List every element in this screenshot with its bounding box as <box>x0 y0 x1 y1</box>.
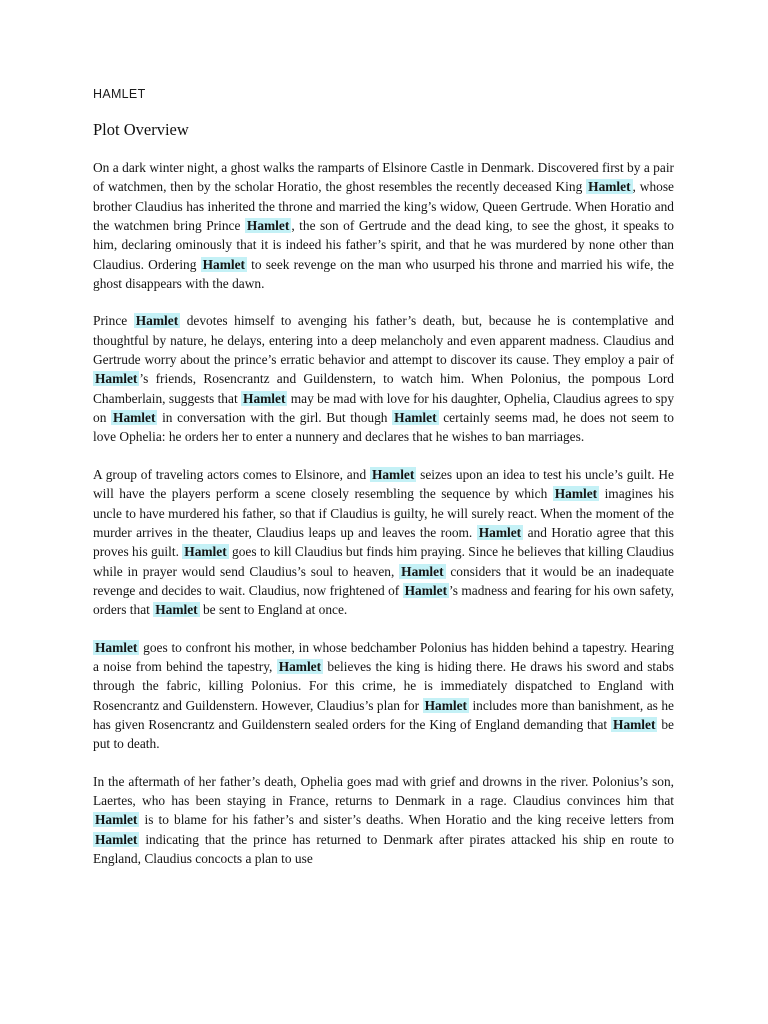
search-highlight: Hamlet <box>113 410 156 426</box>
search-highlight: Hamlet <box>588 179 631 195</box>
document-label: HAMLET <box>93 87 146 101</box>
search-highlight: Hamlet <box>371 466 415 482</box>
search-highlight: Hamlet <box>246 218 290 234</box>
search-highlight: Hamlet <box>404 582 448 598</box>
search-highlight: Hamlet <box>478 524 522 540</box>
search-highlight: Hamlet <box>135 313 179 329</box>
paragraph-4: Hamlet goes to confront his mother, in whose bedchamber Polonius has hidden behind a tapestry. Hearing a noise from behind the tapestry, Hamlet believes the king is hiding there. He draws his sword and stabs through the fabric, killing Polonius. For this crime, he is immediately dispatched to England with Rosencrantz and Guildenstern. However, Claudius’s plan for Hamlet includes more than banishment, as he has given Rosencrantz and Guildenstern sealed orders for the King of England demanding that Hamlet be put to death. <box>93 639 674 752</box>
search-highlight: Hamlet <box>202 256 245 272</box>
search-highlight: Hamlet <box>95 371 138 387</box>
paragraph-3: A group of traveling actors comes to Elsinore, and Hamlet seizes upon an idea to test his uncle’s guilt. He will have the players perform a scene closely resembling the sequence by which Hamlet imagines his uncle to have murdered his father, so that if Claudius is guilty, he will surely react. When the moment of the murder arrives in the theater, Claudius leaps up and leaves the room. Hamlet and Horatio agree that this proves his guilt. Hamlet goes to kill Claudius but finds him praying. Since he believes that killing Claudius while in prayer would send Claudius’s soul to heaven, Hamlet considers that it would be an inadequate revenge and decides to wait. Claudius, now frightened of Hamlet ’s madness and fearing for his own safety, orders that Hamlet be sent to England at once. <box>93 466 675 618</box>
search-highlight: Hamlet <box>243 390 286 406</box>
paragraph-5: In the aftermath of her father’s death, Ophelia goes mad with grief and drowns in the river. Polonius’s son, Laertes, who has been staying in France, returns to Denmark in a rage. Claudius convinces him that Hamlet is to blame for his father’s and sister’s deaths. When Horatio and the king receive letters from Hamlet indicating that the prince has returned to Denmark after pirates attacked his ship en route to England, Claudius concocts a plan to use <box>93 773 674 866</box>
paragraph-2: Prince Hamlet devotes himself to avenging his father’s death, but, because he is contemplative and thoughtful by nature, he delays, entering into a deep melancholy and even apparent madness. Claudius and Gertrude worry about the prince’s erratic behavior and attempt to discover its cause. They employ a pair of Hamlet ’s friends, Rosencrantz and Guildenstern, to watch him. When Polonius, the pompous Lord Chamberlain, suggests that Hamlet may be mad with love for his daughter, Ophelia, Claudius agrees to spy on Hamlet in conversation with the girl. But though Hamlet certainly seems mad, he does not seem to love Ophelia: he orders her to enter a nunnery and declares that he wishes to ban marriages. <box>93 313 675 445</box>
search-highlight: Hamlet <box>424 697 467 713</box>
search-highlight: Hamlet <box>554 486 598 502</box>
search-highlight: Hamlet <box>95 812 138 828</box>
page-title: Plot Overview <box>93 120 189 139</box>
search-highlight: Hamlet <box>95 831 138 847</box>
search-highlight: Hamlet <box>184 544 227 560</box>
search-highlight: Hamlet <box>394 410 437 426</box>
search-highlight: Hamlet <box>613 716 656 732</box>
document-page <box>93 84 674 886</box>
search-highlight: Hamlet <box>155 602 198 618</box>
paragraph-1: On a dark winter night, a ghost walks the ramparts of Elsinore Castle in Denmark. Discovered first by a pair of watchmen, then by the scholar Horatio, the ghost resembles the recently deceased King Hamlet , whose brother Claudius has inherited the throne and married the king’s widow, Queen Gertrude. When Horatio and the watchmen bring Prince Hamlet , the son of Gertrude and the dead king, to see the ghost, it speaks to him, declaring ominously that it is indeed his father’s spirit, and that he was murdered by none other than Claudius. Ordering Hamlet to seek revenge on the man who usurped his throne and married his wife, the ghost disappears with the dawn. <box>93 160 675 292</box>
search-highlight: Hamlet <box>278 658 322 674</box>
search-highlight: Hamlet <box>401 563 444 579</box>
search-highlight: Hamlet <box>95 639 138 655</box>
